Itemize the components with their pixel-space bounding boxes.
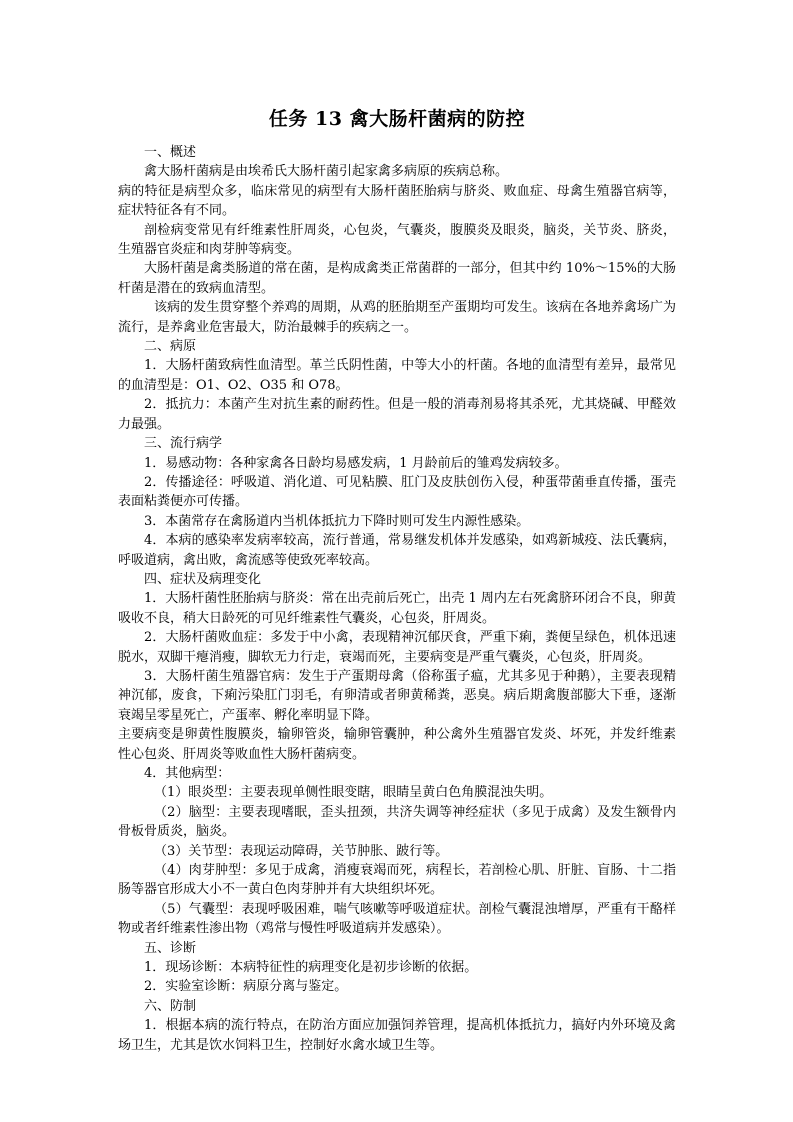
paragraph: 3．本菌常存在禽肠道内当机体抵抗力下降时则可发生内源性感染。 xyxy=(144,513,530,529)
paragraph: 4．本病的感染率发病率较高，流行普通，常易继发机体并发感染，如鸡新城疫、法氏囊病，呼吸道病，禽出败，禽流感等使致死率较高。 xyxy=(118,533,676,568)
paragraph: 1．易感动物：各种家禽各日龄均易感发病，1 月龄前后的雏鸡发病较多。 xyxy=(144,455,568,471)
paragraph: 六、防制 xyxy=(144,998,197,1014)
paragraph: 三、流行病学 xyxy=(144,436,223,452)
paragraph: 1．现场诊断：本病特征性的病理变化是初步诊断的依据。 xyxy=(144,960,478,976)
paragraph: 禽大肠杆菌病是由埃希氏大肠杆菌引起家禽多病原的疾病总称。 xyxy=(144,164,509,180)
paragraph: 五、诊断 xyxy=(144,940,197,956)
paragraph: 剖检病变常见有纤维素性肝周炎，心包炎，气囊炎，腹膜炎及眼炎，脑炎，关节炎、脐炎，生殖器官炎症和肉芽肿等病变。 xyxy=(118,222,676,258)
paragraph: 1．大肠杆菌性胚胎病与脐炎：常在出壳前后死亡，出壳 1 周内左右死禽脐环闭合不良，卵黄吸收不良，稍大日龄死的可见纤维素性气囊炎，心包炎，肝周炎。 xyxy=(118,591,676,626)
paragraph: 病的特征是病型众多，临床常见的病型有大肠杆菌胚胎病与脐炎、败血症、母禽生殖器官病等，症状特征各有不同。 xyxy=(118,183,676,219)
paragraph: 2．实验室诊断：病原分离与鉴定。 xyxy=(144,979,348,995)
paragraph: （5）气囊型：表现呼吸困难，喘气咳嗽等呼吸道症状。剖检气囊混浊增厚，严重有干酪样物或者纤维素性渗出物（鸡常与慢性呼吸道病并发感染）。 xyxy=(118,901,676,937)
document-body xyxy=(118,143,676,1055)
paragraph: （3）关节型：表现运动障碍，关节肿胀、跛行等。 xyxy=(154,843,449,859)
paragraph: 2．抵抗力：本菌产生对抗生素的耐药性。但是一般的消毒剂易将其杀死，尤其烧碱、甲醛效力最强。 xyxy=(118,397,676,432)
paragraph: 2．传播途径：呼吸道、消化道、可见粘膜、肛门及皮肤创伤入侵，种蛋带菌垂直传播，蛋壳表面粘粪便亦可传播。 xyxy=(118,474,676,510)
paragraph: 2．大肠杆菌败血症：多发于中小禽，表现精神沉郁厌食，严重下痢，粪便呈绿色，机体迅速脱水，双脚干瘪消瘦，脚软无力行走，衰竭而死，主要病变是严重气囊炎，心包炎，肝周炎。 xyxy=(118,630,676,665)
paragraph: 四、症状及病理变化 xyxy=(144,571,262,587)
document-page xyxy=(118,104,676,1055)
paragraph: （2）脑型：主要表现嗜眠，歪头扭颈，共济失调等神经症状（多见于成禽）及发生额骨内骨板骨质炎，脑炎。 xyxy=(118,804,676,840)
paragraph: 大肠杆菌是禽类肠道的常在菌，是构成禽类正常菌群的一部分，但其中约 10%～15%的大肠杆菌是潜在的致病血清型。 xyxy=(118,261,676,296)
paragraph: 1．大肠杆菌致病性血清型。革兰氏阴性菌，中等大小的杆菌。各地的血清型有差异，最常见的血清型是：O1、O2、O35 和 O78。 xyxy=(118,358,676,393)
document-title: 任务 13 禽大肠杆菌病的防控 xyxy=(268,108,526,130)
paragraph: 4．其他病型： xyxy=(144,766,231,781)
paragraph: 二、病原 xyxy=(144,339,197,355)
paragraph: 3．大肠杆菌生殖器官病：发生于产蛋期母禽（俗称蛋子瘟，尤其多见于种鹅），主要表现精神沉郁，废食，下痢污染肛门羽毛，有卵清或者卵黄稀粪，恶臭。病后期禽腹部膨大下垂，逐渐衰竭呈零星死亡，产蛋率、孵化率明显下降。 xyxy=(118,668,676,723)
paragraph: 一、概述 xyxy=(144,145,197,160)
paragraph: （4）肉芽肿型：多见于成禽，消瘦衰竭而死，病程长，若剖检心肌、肝脏、盲肠、十二指肠等器官形成大小不一黄白色肉芽肿并有大块组织坏死。 xyxy=(118,863,676,898)
paragraph: （1）眼炎型：主要表现单侧性眼变瞎，眼睛呈黄白色角膜混浊失明。 xyxy=(154,785,553,801)
paragraph: 主要病变是卵黄性腹膜炎，输卵管炎，输卵管囊肿，种公禽外生殖器官发炎、坏死，并发纤维素性心包炎、肝周炎等败血性大肠杆菌病变。 xyxy=(118,727,676,762)
paragraph: 1．根据本病的流行特点，在防治方面应加强饲养管理，提高机体抵抗力，搞好内外环境及禽场卫生，尤其是饮水饲料卫生，控制好水禽水域卫生等。 xyxy=(118,1018,676,1053)
paragraph: 该病的发生贯穿整个养鸡的周期，从鸡的胚胎期至产蛋期均可发生。该病在各地养禽场广为流行，是养禽业危害最大，防治最棘手的疾病之一。 xyxy=(118,300,676,335)
